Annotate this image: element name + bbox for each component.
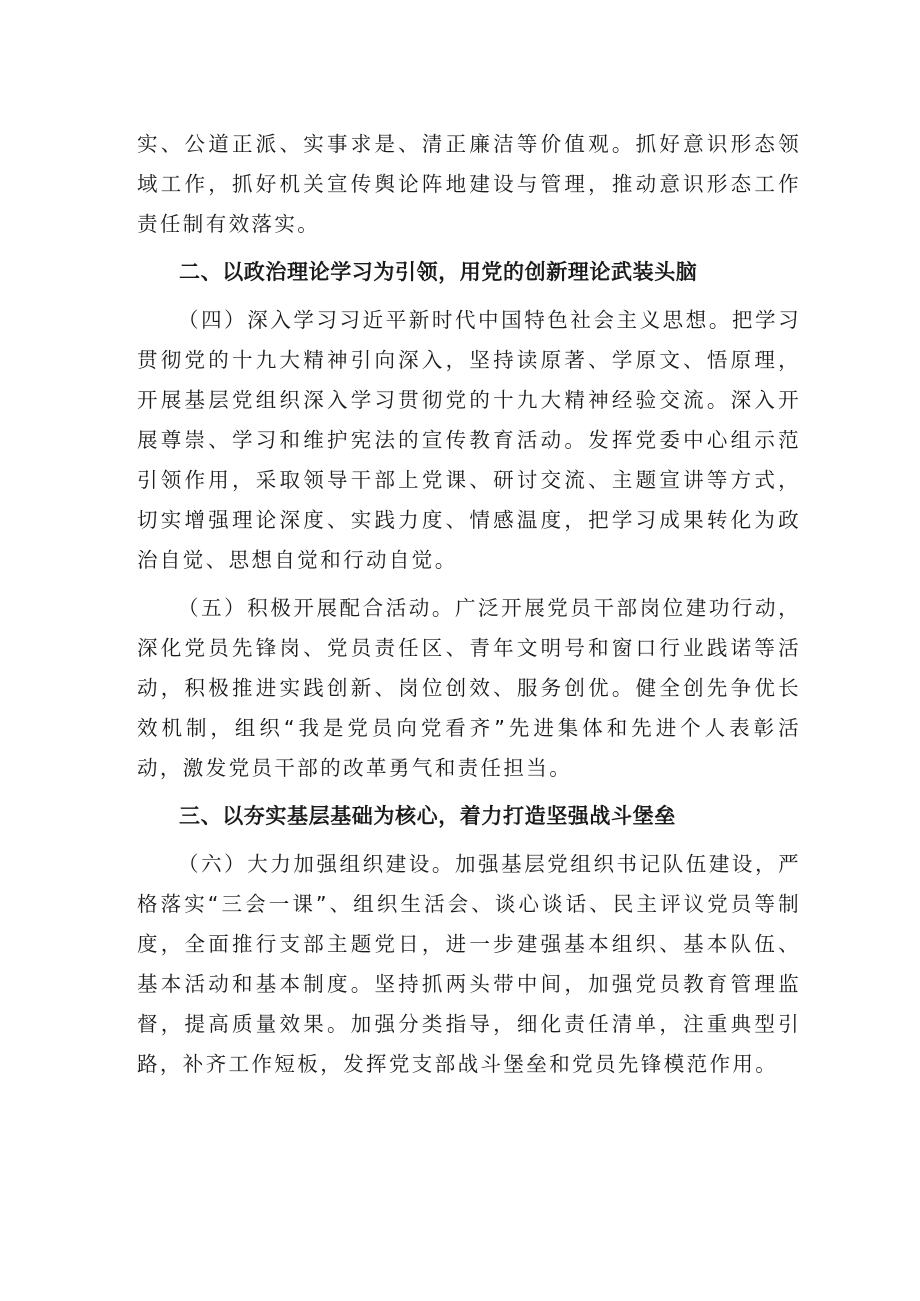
paragraph-item-5: （五）积极开展配合活动。广泛开展党员干部岗位建功行动，深化党员先锋岗、党员责任区、青年文明号和窗口行业践诺等活动，积极推进实践创新、岗位创效、服务创优。健全创先争优长效机制，组织“我是党员向党看齐”先进集体和先进个人表彰活动，激发党员干部的改革勇气和责任担当。 [137,596,801,780]
document-body [137,124,801,1092]
section-heading-2: 二、以政治理论学习为引领，用党的创新理论武装头脑 [179,260,698,284]
paragraph-item-4: （四）深入学习习近平新时代中国特色社会主义思想。把学习贯彻党的十九大精神引向深入，坚持读原著、学原文、悟原理，开展基层党组织深入学习贯彻党的十九大精神经验交流。深入开展尊崇、学习和维护宪法的宣传教育活动。发挥党委中心组示范引领作用，采取领导干部上党课、研讨交流、主题宣讲等方式，切实增强理论深度、实践力度、情感温度，把学习成果转化为政治自觉、思想自觉和行动自觉。 [137,308,801,572]
paragraph-item-6: （六）大力加强组织建设。加强基层党组织书记队伍建设，严格落实“三会一课”、组织生活会、谈心谈话、民主评议党员等制度，全面推行支部主题党日，进一步建强基本组织、基本队伍、基本活动和基本制度。坚持抓两头带中间，加强党员教育管理监督，提高质量效果。加强分类指导，细化责任清单，注重典型引路，补齐工作短板，发挥党支部战斗堡垒和党员先锋模范作用。 [137,852,801,1076]
paragraph-values-continuation: 实、公道正派、实事求是、清正廉洁等价值观。抓好意识形态领域工作，抓好机关宣传舆论阵地建设与管理，推动意识形态工作责任制有效落实。 [137,132,801,236]
section-heading-3: 三、以夯实基层基础为核心，着力打造坚强战斗堡垒 [179,804,676,828]
